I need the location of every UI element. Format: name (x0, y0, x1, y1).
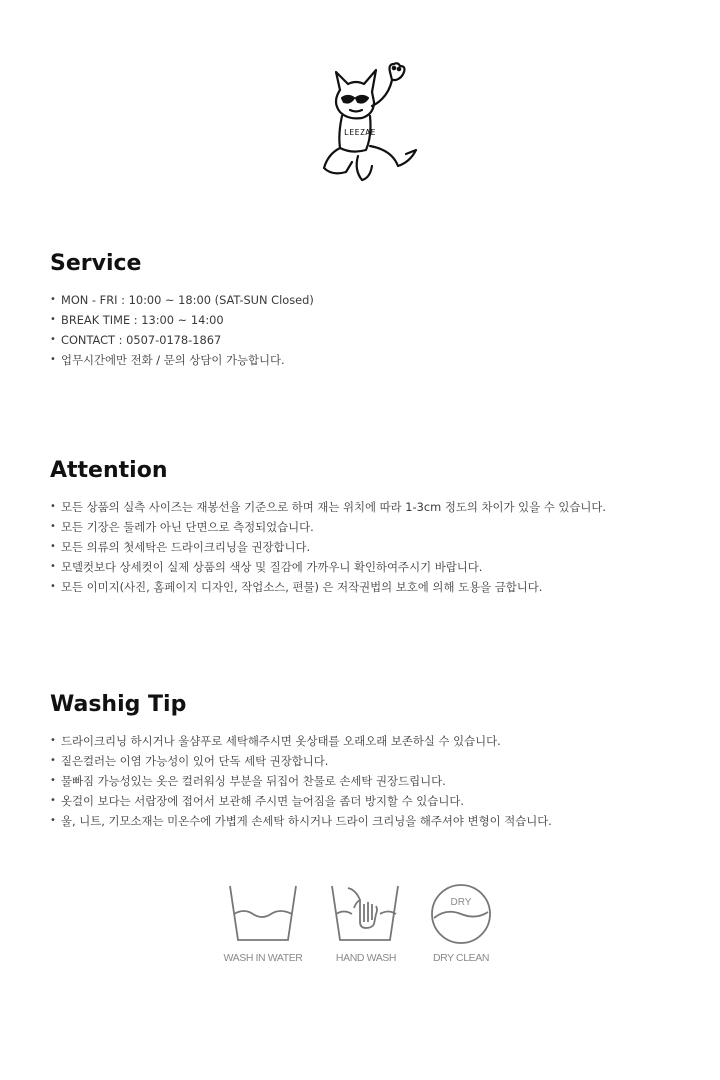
section-title: Attention (50, 458, 168, 483)
list-item: • 모든 상품의 실측 사이즈는 재봉선을 기준으로 하며 재는 위치에 따라 1-3cm 정도의 차이가 있을 수 있습니다. (50, 497, 690, 517)
list-item: • 모델컷보다 상세컷이 실제 상품의 색상 및 질감에 가까우니 확인하여주시기 바랍니다. (50, 557, 690, 577)
info-list (50, 497, 690, 597)
list-item: • MON - FRI : 10:00 ~ 18:00 (SAT-SUN Closed) (50, 290, 690, 310)
dry-clean-icon (428, 878, 494, 948)
list-item: • 짙은컬러는 이염 가능성이 있어 단독 세탁 권장합니다. (50, 751, 690, 771)
info-list (50, 731, 690, 831)
list-item: • CONTACT : 0507-0178-1867 (50, 330, 690, 350)
care-dry-clean (428, 878, 494, 973)
wash-tub-icon (222, 878, 304, 948)
list-item: • 모든 의류의 첫세탁은 드라이크리닝을 권장합니다. (50, 537, 690, 557)
list-item: • 업무시간에만 전화 / 문의 상담이 가능합니다. (50, 350, 690, 370)
brand-mascot-logo (318, 58, 426, 188)
attention-section (50, 457, 690, 597)
service-section (50, 250, 690, 370)
info-list (50, 290, 690, 370)
list-item: • 옷걸이 보다는 서랍장에 접어서 보관해 주시면 늘어짐을 좀더 방지할 수 있습니다. (50, 791, 690, 811)
list-item: • 물빠짐 가능성있는 옷은 컬러워싱 부분을 뒤집어 찬물로 손세탁 권장드립니다. (50, 771, 690, 791)
dry-symbol-text: DRY (450, 897, 472, 908)
care-wash-in-water (222, 878, 304, 973)
list-item: • 모든 이미지(사진, 홈페이지 디자인, 작업소스, 편물) 은 저작권법의 보호에 의해 도용을 금합니다. (50, 577, 690, 597)
list-item: • 울, 니트, 기모소재는 미온수에 가볍게 손세탁 하시거나 드라이 크리닝을 해주셔야 변형이 적습니다. (50, 811, 690, 831)
hand-wash-icon (326, 878, 406, 948)
list-item: • BREAK TIME : 13:00 ~ 14:00 (50, 310, 690, 330)
care-hand-wash (326, 878, 406, 973)
logo-text: LEEZAE (344, 128, 376, 137)
washing-tip-section (50, 691, 690, 831)
list-item: • 드라이크리닝 하시거나 울샴푸로 세탁해주시면 옷상태를 오래오래 보존하실 수 있습니다. (50, 731, 690, 751)
care-label: DRY CLEAN (432, 952, 490, 964)
care-label: WASH IN WATER (223, 952, 303, 964)
list-item: • 모든 기장은 둘레가 아닌 단면으로 측정되었습니다. (50, 517, 690, 537)
section-title: Washig Tip (50, 692, 187, 717)
care-label: HAND WASH (335, 952, 397, 964)
section-title: Service (50, 251, 142, 276)
